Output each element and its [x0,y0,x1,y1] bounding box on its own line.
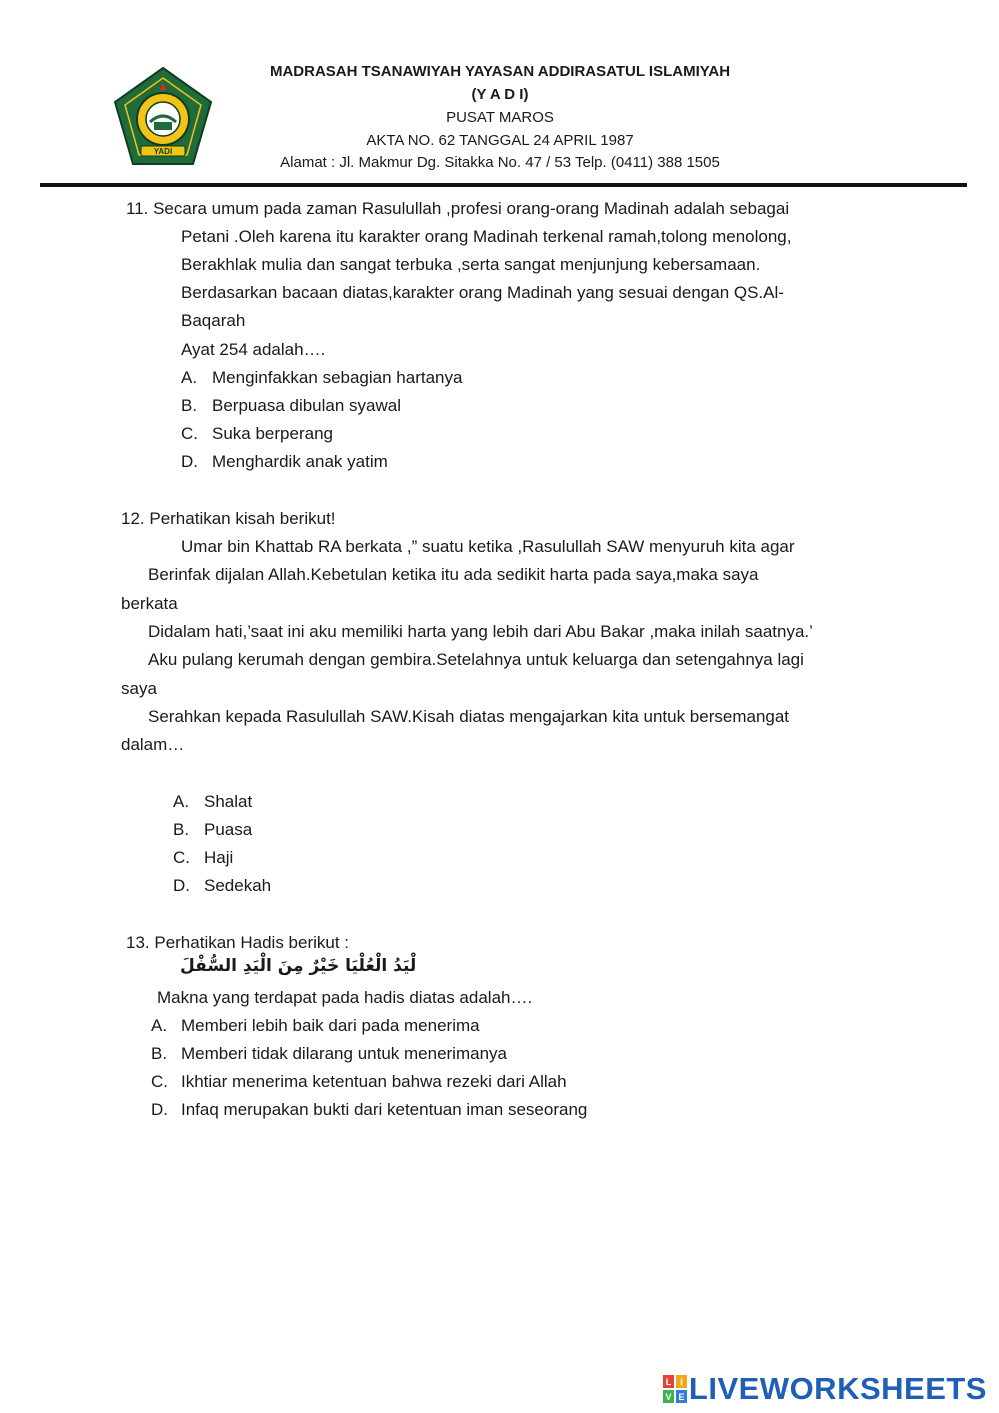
q13-line2: Makna yang terdapat pada hadis diatas adalah…. [157,988,533,1007]
q12-line5: Didalam hati,’saat ini aku memiliki harta yang lebih dari Abu Bakar ,maka inilah saatnya.’ [148,622,813,641]
q12-option-b[interactable]: B. [173,820,190,839]
badge-letter-l: L [665,1377,672,1387]
q13-option-c[interactable]: C. [151,1072,168,1091]
q13-line1: 13. Perhatikan Hadis berikut : [126,933,350,952]
school-logo [110,64,216,170]
school-location: PUSAT MAROS [446,109,554,126]
q11-line2: Petani .Oleh karena itu karakter orang Madinah terkenal ramah,tolong menolong, [181,227,792,246]
brand-wordmark: LIVEWORKSHEETS [688,1371,987,1406]
q13-hadith-arabic: لْيَدُ الْعُلْيَا خَيْرٌ مِنَ الْيَدِ السُّفْلَ [180,956,417,976]
q13-option-d[interactable]: D. [151,1100,168,1119]
q11-option-c[interactable]: C. [181,424,198,443]
q12-line6: Aku pulang kerumah dengan gembira.Setelahnya untuk keluarga dan setengahnya lagi [148,650,804,669]
q11-line3: Berakhlak mulia dan sangat terbuka ,serta sangat menjunjung kebersamaan. [181,255,761,274]
q11-line5: Baqarah [181,311,246,330]
q12-line9: dalam… [121,735,185,754]
header-divider [40,183,967,187]
q12-option-c-text[interactable]: Haji [204,848,234,867]
school-name: MADRASAH TSANAWIYAH YAYASAN ADDIRASATUL ISLAMIYAH [269,63,731,80]
q11-line1: 11. Secara umum pada zaman Rasulullah ,profesi orang-orang Madinah adalah sebagai [126,199,790,218]
q13-option-b-text[interactable]: Memberi tidak dilarang untuk menerimanya [181,1044,507,1063]
q13-option-a[interactable]: A. [151,1016,168,1035]
q12-option-d[interactable]: D. [173,876,190,895]
q11-line6: Ayat 254 adalah…. [181,340,326,359]
q12-line2: Umar bin Khattab RA berkata ,” suatu ketika ,Rasulullah SAW menyuruh kita agar [181,537,795,556]
q12-option-c[interactable]: C. [173,848,190,867]
school-address: Alamat : Jl. Makmur Dg. Sitakka No. 47 / 53 Telp. (0411) 388 1505 [280,154,720,171]
q12-line7: saya [121,679,157,698]
liveworksheets-logo-icon [663,1375,687,1403]
liveworksheets-brand[interactable] [663,1372,987,1406]
q13-option-d-text[interactable]: Infaq merupakan bukti dari ketentuan iman seseorang [181,1100,588,1119]
q13-option-c-text[interactable]: Ikhtiar menerima ketentuan bahwa rezeki dari Allah [181,1072,567,1091]
q11-option-c-text[interactable]: Suka berperang [212,424,333,443]
q12-option-d-text[interactable]: Sedekah [204,876,272,895]
q12-line8: Serahkan kepada Rasulullah SAW.Kisah diatas mengajarkan kita untuk bersemangat [148,707,790,726]
q12-option-a[interactable]: A. [173,792,190,811]
q11-line4: Berdasarkan bacaan diatas,karakter orang Madinah yang sesuai dengan QS.Al- [181,283,784,302]
logo-text: YADI [153,147,173,156]
q12-option-a-text[interactable]: Shalat [204,792,253,811]
q12-line3: Berinfak dijalan Allah.Kebetulan ketika itu ada sedikit harta pada saya,maka saya [148,565,759,584]
badge-letter-i: I [680,1377,683,1387]
q13-option-a-text[interactable]: Memberi lebih baik dari pada menerima [181,1016,480,1035]
school-akta: AKTA NO. 62 TANGGAL 24 APRIL 1987 [366,132,634,149]
q11-option-d-text[interactable]: Menghardik anak yatim [212,452,388,471]
q11-option-d[interactable]: D. [181,452,198,471]
badge-letter-v: V [665,1392,672,1402]
q12-option-b-text[interactable]: Puasa [204,820,253,839]
q12-line1: 12. Perhatikan kisah berikut! [121,509,336,528]
q13-option-b[interactable]: B. [151,1044,168,1063]
q12-line4: berkata [121,594,178,613]
q11-option-a[interactable]: A. [181,368,198,387]
q11-option-b-text[interactable]: Berpuasa dibulan syawal [212,396,402,415]
school-abbrev: (Y A D I) [471,86,529,103]
q11-option-b[interactable]: B. [181,396,198,415]
badge-letter-e: E [678,1392,685,1402]
q11-option-a-text[interactable]: Menginfakkan sebagian hartanya [212,368,463,387]
